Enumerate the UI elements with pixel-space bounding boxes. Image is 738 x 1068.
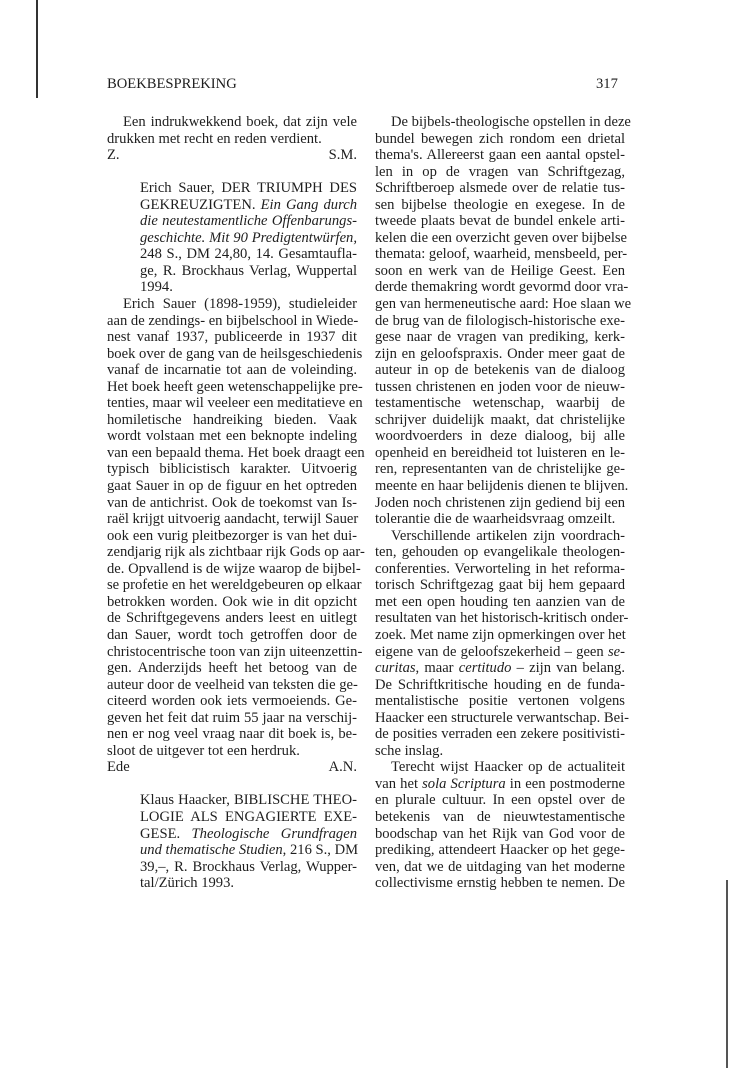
text-span: – zijn van belang.: [511, 660, 625, 677]
text-line: sen bijbelse theologie en exegese. In de: [375, 196, 625, 213]
text-line: soon en werk van de Heilige Geest. Een: [375, 262, 625, 279]
text-line: [140, 213, 357, 230]
signature-place: Ede: [107, 759, 130, 776]
italic-text: geschichte. Mit 90 Predigtentwürfen,: [140, 229, 357, 246]
text-line: de Schriftgegevens anders leest en uitlegt: [107, 610, 357, 627]
text-line: testamentische wetenschap, waarbij de: [375, 395, 625, 412]
text-line: gaat Sauer in op de figuur en het optreden: [107, 478, 357, 495]
text-line: geven het feit dat ruim 55 jaar na verschij-: [107, 709, 357, 726]
text-line: ren, representanten van de christelijke ge-: [375, 461, 625, 478]
paragraph: [375, 114, 632, 528]
text-line: thema's. Allereerst gaan een aantal opstel-: [375, 147, 625, 164]
text-line: citeerd worden ook iets vermoeiends. Ge-: [107, 693, 357, 710]
text-line: zoek. Met name zijn opmerkingen over het: [375, 626, 626, 643]
text-line: betrokken worden. Ook wie in dit opzicht: [107, 593, 357, 610]
text-line: typisch biblicistisch karakter. Uitvoerig: [107, 461, 357, 478]
text-span: van het: [375, 775, 423, 792]
text-line: aan de zendings- en bijbelschool in Wiede-: [107, 312, 359, 329]
spacer: [107, 776, 357, 793]
signature-place: Z.: [107, 147, 120, 164]
text-line: [375, 660, 625, 677]
text-line: Klaus Haacker, BIBLISCHE THEO-: [140, 792, 357, 809]
text-line: kelen die een overzicht geven over bijbelse: [375, 229, 628, 246]
text-line: homiletische handreiking bieden. Vaak: [107, 411, 357, 428]
text-line: Haacker een structurele verwantschap. Bei-: [375, 709, 630, 726]
text-line: auteur in op de betekenis van de dialoog: [375, 362, 625, 379]
text-line: Erich Sauer (1898-1959), studieleider: [123, 296, 357, 313]
text-span: GESE.: [140, 825, 192, 842]
text-line: betekenis van de nieuwtestamentische: [375, 808, 625, 825]
text-line: wordt volstaan met een beknopte indeling: [107, 428, 357, 445]
text-line: sloot de uitgever tot een herdruk.: [107, 742, 300, 759]
text-line: vanaf de incarnatie tot aan de voleinding.: [107, 362, 357, 379]
text-line: tal/Zürich 1993.: [140, 875, 235, 892]
text-span: , maar: [415, 660, 459, 677]
text-line: Het boek heeft geen wetenschappelijke pre-: [107, 378, 363, 395]
text-line: mentalistische positie vertonen volgens: [375, 693, 625, 710]
text-line: [140, 842, 357, 859]
page-edge-line: [726, 880, 728, 1068]
text-line: Joden noch christenen zijn gediend bij een: [375, 494, 625, 511]
text-line: derde themakring wordt gevormd door vra-: [375, 279, 629, 296]
text-line: christocentrische toon van zijn uiteenzettin-: [107, 643, 363, 660]
text-line: [140, 197, 357, 214]
text-line: raël krijgt uitvoerig aandacht, terwijl Sauer: [107, 511, 359, 528]
text-line: de brug van de filologisch-historische exe-: [375, 312, 625, 329]
text-line: dan Sauer, wordt toch getroffen door de: [107, 626, 357, 643]
text-span: GEKREUZIGTEN.: [140, 196, 261, 213]
text-line: van de antichrist. Ook de toekomst van Is-: [107, 494, 357, 511]
text-line: ven, dat we de uitdaging van het moderne: [375, 858, 625, 875]
book-citation: [107, 180, 357, 296]
text-line: gen. Anderzijds heeft het betoog van de: [107, 660, 357, 677]
page-number: 317: [596, 76, 618, 92]
text-line: [375, 776, 625, 793]
text-line: resultaten van het historisch-kritisch onder-: [375, 610, 629, 627]
italic-text: sola Scriptura: [422, 775, 506, 792]
right-column: [375, 114, 632, 892]
paragraph: [375, 527, 630, 760]
text-line: auteur door de veelheid van teksten die ge-: [107, 676, 358, 693]
text-line: Schriftberoep alsmede over de relatie tus-: [375, 180, 625, 197]
text-span: eigene van de geloofszekerheid – geen: [375, 643, 608, 660]
text-line: ook een vurig pleitbezorger is van het dui-: [107, 527, 357, 544]
text-line: conferenties. Verworteling in het reforma-: [375, 560, 625, 577]
text-line: meente en haar belijdenis dienen te blijven.: [375, 478, 629, 495]
paragraph: [375, 759, 625, 891]
signature-initials: A.N.: [328, 759, 357, 776]
text-line: de posities verraden een zekere positivisti-: [375, 726, 625, 743]
paragraph: [107, 296, 365, 759]
text-line: prediking, attendeert Haacker op het gege-: [375, 842, 625, 859]
text-line: Terecht wijst Haacker op de actualiteit: [391, 759, 625, 776]
italic-text: certitudo: [458, 660, 512, 677]
text-line: [140, 230, 357, 247]
signature-initials: S.M.: [328, 147, 357, 164]
text-line: LOGIE ALS ENGAGIERTE EXE-: [140, 808, 357, 825]
text-line: torisch Schriftgezag gaat bij hem gepaard: [375, 577, 625, 594]
text-line: se profetie en het wereldgebeuren op elkaar: [107, 577, 362, 594]
page-edge-line: [36, 0, 38, 98]
text-line: 248 S., DM 24,80, 14. Gesamtaufla-: [140, 246, 357, 263]
text-line: len in op de vragen van Schriftgezag,: [375, 163, 625, 180]
left-column: [107, 114, 365, 892]
running-header-title: BOEKBESPREKING: [107, 76, 237, 92]
text-line: gen van hermeneutische aard: Hoe slaan we: [375, 296, 632, 313]
review-signature: [107, 759, 357, 776]
text-line: sche inslag.: [375, 742, 444, 759]
text-line: tussen christenen en joden voor de nieuw-: [375, 378, 625, 395]
text-line: De Schriftkritische houding en de funda-: [375, 676, 625, 693]
italic-text: die neutestamentliche Offenbarungs-: [140, 213, 357, 230]
text-span: in een postmoderne: [505, 775, 626, 792]
text-line: [140, 826, 357, 843]
text-line: de. Opvallend is de wijze waarop de bijbel-: [107, 560, 361, 577]
text-line: collectivisme ernstig hebben te nemen. De: [375, 875, 625, 892]
text-line: Erich Sauer, DER TRIUMPH DES: [140, 180, 357, 197]
text-line: De bijbels-theologische opstellen in deze: [391, 114, 631, 130]
paragraph: [107, 114, 357, 147]
text-line: schrijver duidelijk maakt, dat christelijke: [375, 411, 625, 428]
text-line: nest vanaf 1937, publiceerde in 1937 dit: [107, 329, 357, 346]
text-line: bundel bewegen zich rondom een drietal: [375, 130, 625, 147]
italic-text: se-: [607, 643, 625, 660]
text-line: themata: geloof, waarheid, mensbeeld, per-: [375, 246, 628, 263]
text-span: , 216 S., DM: [282, 842, 359, 859]
text-line: boodschap van het Rijk van God voor de: [375, 825, 625, 842]
text-line: boek over de gang van de heilsgeschiedenis: [107, 345, 363, 362]
text-line: zijn en geloofspraxis. Onder meer gaat de: [375, 345, 625, 362]
italic-text: und thematische Studien: [140, 842, 283, 859]
text-line: 39,–, R. Brockhaus Verlag, Wupper-: [140, 858, 357, 875]
review-signature: [107, 147, 357, 164]
text-line: Verschillende artikelen zijn voordrach-: [391, 527, 625, 544]
italic-text: Ein Gang durch: [260, 196, 357, 213]
text-line: ge, R. Brockhaus Verlag, Wuppertal: [140, 262, 357, 279]
text-line: tolerantie die de waarheidsvraag omzeilt.: [375, 511, 616, 528]
text-line: tweede plaats bevat de bundel enkele arti-: [375, 213, 625, 230]
text-line: ten, gehouden op evangelikale theologen-: [375, 544, 625, 561]
book-citation: [107, 792, 357, 891]
text-line: tenties, maar wil veeleer een meditatieve en: [107, 395, 363, 412]
text-line: drukken met recht en reden verdient.: [107, 130, 322, 147]
text-line: 1994.: [140, 279, 173, 296]
text-line: met een open houding ten aanzien van de: [375, 593, 625, 610]
text-line: [375, 644, 625, 661]
text-line: nen er nog veel vraag naar dit boek is, be-: [107, 726, 357, 743]
text-line: woordvoerders in deze dialoog, bij alle: [375, 428, 625, 445]
text-line: zendjarig rijk als zichtbaar rijk Gods op aar-: [107, 544, 365, 561]
text-line: van een bepaald thema. Het boek draagt een: [107, 444, 365, 461]
text-line: gese naar de vragen van prediking, kerk-: [375, 329, 625, 346]
text-line: en plurale cultuur. In een opstel over de: [375, 792, 625, 809]
italic-text: curitas: [375, 660, 416, 677]
italic-text: Theologische Grundfragen: [191, 825, 357, 842]
text-line: Een indrukwekkend boek, dat zijn vele: [123, 114, 357, 130]
text-line: openheid en bereidheid tot luisteren en le-: [375, 444, 625, 461]
spacer: [107, 164, 357, 181]
